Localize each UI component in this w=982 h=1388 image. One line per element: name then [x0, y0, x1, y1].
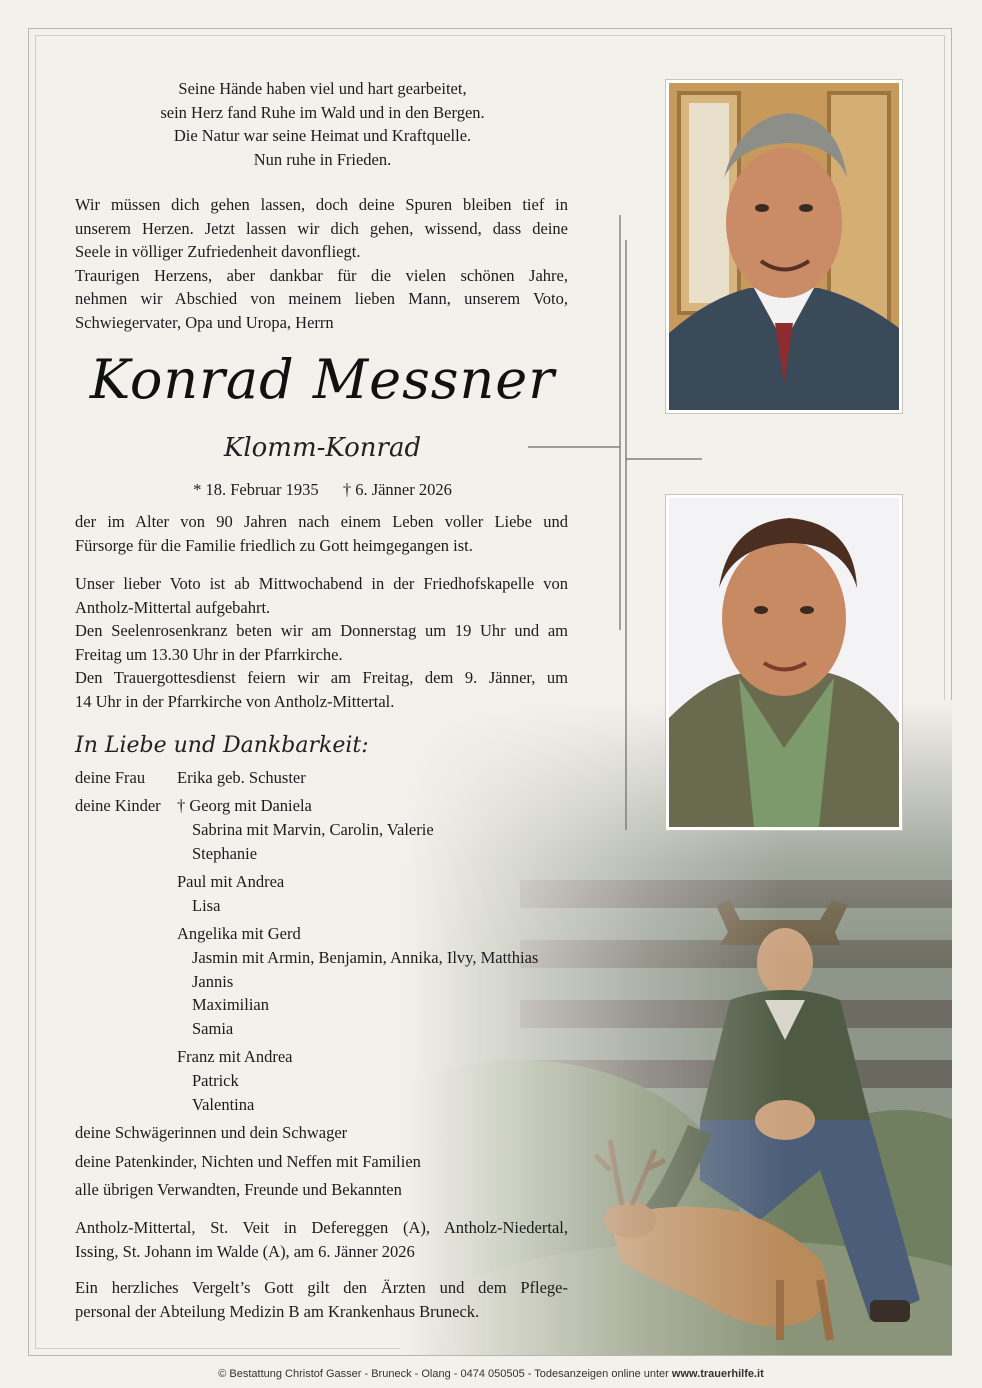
deceased-name: Konrad Messner: [89, 348, 556, 411]
grandchild-line: Samia: [192, 1019, 234, 1038]
intro-line: Schwiegervater, Opa und Uropa, Herrn: [75, 312, 334, 332]
grandchild-line: Jasmin mit Armin, Benjamin, Annika, Ilvy, Matthias: [192, 948, 539, 967]
poem-line: Nun ruhe in Frieden.: [253, 149, 392, 169]
passing-line: der im Alter von 90 Jahren nach einem Leben voller Liebe und: [75, 512, 568, 531]
deceased-nickname: Klomm-Konrad: [223, 433, 422, 463]
footer-link[interactable]: www.trauerhilfe.it: [671, 1368, 764, 1380]
details-line: Freitag um 13.30 Uhr in der Pfarrkirche.: [75, 644, 343, 664]
wife-label: deine Frau: [75, 768, 146, 787]
intro-line: Traurigen Herzens, aber dankbar für die vielen schönen Jahre,: [75, 265, 568, 285]
other-mourners: alle übrigen Verwandten, Freunde und Bekannten: [75, 1180, 402, 1199]
intro-line: Wir müssen dich gehen lassen, doch deine Spuren bleiben tief in: [75, 195, 568, 214]
other-mourners: deine Schwägerinnen und dein Schwager: [75, 1123, 348, 1142]
grandchild-line: Jannis: [192, 972, 234, 991]
thanks-line: personal der Abteilung Medizin B am Krankenhaus Bruneck.: [75, 1301, 480, 1321]
footer-text: © Bestattung Christof Gasser - Bruneck - Olang - 0474 050505 - Todesanzeigen online unter: [218, 1368, 669, 1380]
life-dates: [75, 480, 570, 500]
poem-line: Die Natur war seine Heimat und Kraftquelle.: [173, 126, 472, 145]
death-date: † 6. Jänner 2026: [342, 480, 452, 499]
children-label: deine Kinder: [75, 796, 161, 815]
footer: [0, 1368, 982, 1380]
places-line: Issing, St. Johann im Walde (A), am 6. Jänner 2026: [75, 1241, 415, 1261]
passing-text: [75, 510, 568, 557]
thanks-line: Ein herzliches Vergelt’s Gott gilt den Ärzten und dem Pflege-: [75, 1278, 568, 1297]
funeral-details: [75, 572, 568, 713]
places-line: Antholz-Mittertal, St. Veit in Defereggen (A), Antholz-Niedertal,: [75, 1218, 568, 1237]
grandchild-line: Sabrina mit Marvin, Carolin, Valerie: [192, 820, 434, 839]
intro-line: nehmen wir Abschied von meinem lieben Mann, unserem Voto,: [75, 289, 568, 308]
details-line: Den Seelenrosenkranz beten wir am Donnerstag um 19 Uhr und am: [75, 621, 568, 640]
child-name: Paul mit Andrea: [177, 872, 285, 891]
child-name: Franz mit Andrea: [177, 1047, 293, 1066]
poem-line: sein Herz fand Ruhe im Wald und in den Bergen.: [160, 102, 485, 122]
grandchild-line: Valentina: [192, 1095, 255, 1114]
poem: [75, 77, 570, 171]
thanks-text: [75, 1276, 568, 1323]
grandchild-line: Patrick: [192, 1071, 239, 1090]
details-line: 14 Uhr in der Pfarrkirche von Antholz-Mittertal.: [75, 691, 395, 711]
portrait-elderly: [665, 79, 903, 414]
other-mourners: deine Patenkinder, Nichten und Neffen mit Familien: [75, 1152, 421, 1171]
intro-line: Seele in völliger Zufriedenheit davonfliegt.: [75, 242, 361, 261]
passing-line: Fürsorge für die Familie friedlich zu Gott heimgegangen ist.: [75, 535, 473, 555]
details-line: Antholz-Mittertal aufgebahrt.: [75, 597, 271, 617]
places-date: [75, 1216, 568, 1263]
intro-line: unserem Herzen. Jetzt lassen wir dich gehen, wissend, dass deine: [75, 218, 568, 238]
grandchild-line: Maximilian: [192, 995, 269, 1014]
poem-line: Seine Hände haben viel und hart gearbeitet,: [178, 79, 467, 98]
intro-text: [75, 193, 568, 334]
mourners-heading: In Liebe und Dankbarkeit:: [75, 733, 369, 758]
details-line: Den Trauergottesdienst feiern wir am Freitag, dem 9. Jänner, um: [75, 668, 568, 687]
child-name: † Georg mit Daniela: [177, 796, 312, 815]
wife-name: Erika geb. Schuster: [177, 768, 306, 787]
grandchild-line: Lisa: [192, 896, 221, 915]
portrait-middle-aged: [665, 494, 903, 831]
details-line: Unser lieber Voto ist ab Mittwochabend in der Friedhofskapelle von: [75, 574, 568, 593]
birth-date: * 18. Februar 1935: [193, 480, 319, 499]
child-name: Angelika mit Gerd: [177, 924, 301, 943]
grandchild-line: Stephanie: [192, 844, 258, 863]
